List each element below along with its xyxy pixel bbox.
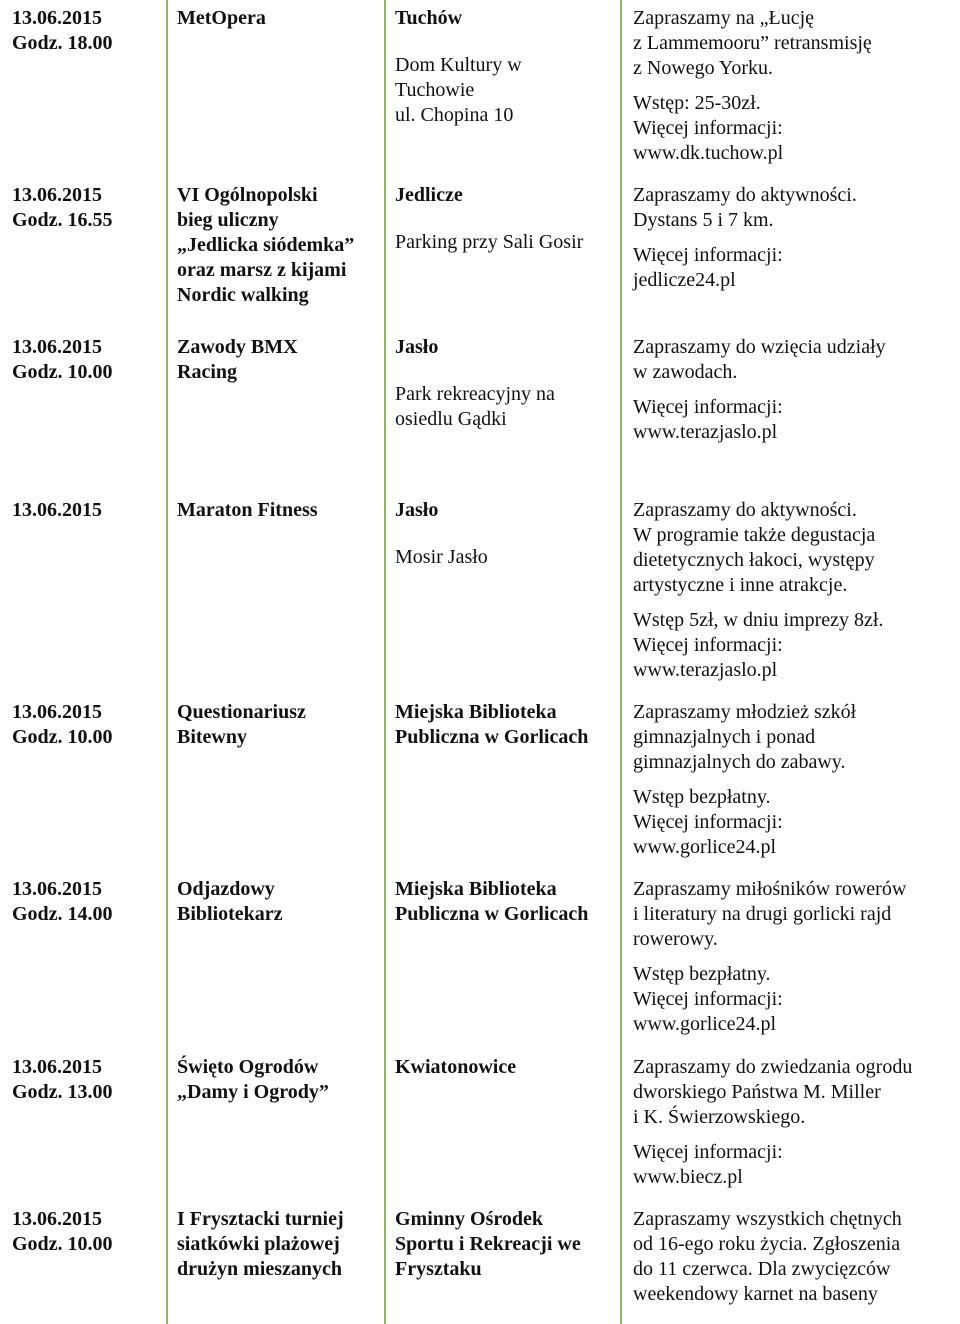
event-date-line: Godz. 14.00 bbox=[12, 903, 113, 925]
event-place-title-line: Publiczna w Gorlicach bbox=[395, 903, 589, 925]
event-name-line: I Frysztacki turniej bbox=[177, 1208, 344, 1230]
event-date bbox=[12, 700, 113, 750]
event-description-line: Zapraszamy do zwiedzania ogrodu bbox=[633, 1056, 913, 1078]
event-description-line: www.gorlice24.pl bbox=[633, 1013, 777, 1035]
event-description bbox=[633, 6, 872, 166]
event-name-line: Święto Ogrodów bbox=[177, 1056, 319, 1078]
event-description-line: od 16-ego roku życia. Zgłoszenia bbox=[633, 1233, 901, 1255]
event-place bbox=[395, 700, 588, 750]
event-date-line: Godz. 16.55 bbox=[12, 209, 113, 231]
event-name-line: Racing bbox=[177, 361, 237, 383]
event-description-line: www.gorlice24.pl bbox=[633, 836, 777, 858]
event-name-line: Questionariusz bbox=[177, 701, 306, 723]
spacer bbox=[633, 385, 886, 395]
event-description-line: Zapraszamy do wzięcia udziały bbox=[633, 336, 886, 358]
event-description-line: Zapraszamy wszystkich chętnych bbox=[633, 1208, 902, 1230]
event-place-title bbox=[395, 700, 588, 750]
event-description bbox=[633, 183, 857, 293]
event-description-line: rowerowy. bbox=[633, 928, 718, 950]
event-description-line: Zapraszamy do aktywności. bbox=[633, 184, 857, 206]
event-place-detail-line: Tuchowie bbox=[395, 79, 475, 101]
event-description-line: jedlicze24.pl bbox=[633, 269, 736, 291]
event-description-line: dworskiego Państwa M. Miller bbox=[633, 1081, 881, 1103]
event-description-line: z Lammemooru” retransmisję bbox=[633, 32, 872, 54]
event-place-detail-line: osiedlu Gądki bbox=[395, 408, 507, 430]
event-name bbox=[177, 877, 283, 927]
event-name bbox=[177, 1055, 329, 1105]
event-date-line: Godz. 10.00 bbox=[12, 726, 113, 748]
event-place-title-line: Kwiatonowice bbox=[395, 1056, 517, 1078]
event-description-line: Więcej informacji: bbox=[633, 1141, 783, 1163]
event-description bbox=[633, 877, 906, 1037]
event-name bbox=[177, 498, 318, 523]
event-name bbox=[177, 6, 266, 31]
event-date bbox=[12, 877, 113, 927]
event-description-line: gimnazjalnych i ponad bbox=[633, 726, 816, 748]
event-description-line: Zapraszamy młodzież szkół bbox=[633, 701, 857, 723]
spacer bbox=[395, 360, 555, 382]
event-description-line: Dystans 5 i 7 km. bbox=[633, 209, 774, 231]
event-description-line: www.biecz.pl bbox=[633, 1166, 743, 1188]
event-name bbox=[177, 700, 306, 750]
event-name-line: MetOpera bbox=[177, 7, 266, 29]
spacer bbox=[395, 523, 488, 545]
event-place-title-line: Jedlicze bbox=[395, 184, 463, 206]
event-name-line: Maraton Fitness bbox=[177, 499, 318, 521]
event-date bbox=[12, 1055, 113, 1105]
event-description-line: gimnazjalnych do zabawy. bbox=[633, 751, 846, 773]
event-place-title bbox=[395, 498, 488, 523]
event-description-line: Więcej informacji: bbox=[633, 634, 783, 656]
event-date-line: Godz. 18.00 bbox=[12, 32, 113, 54]
event-date-line: Godz. 10.00 bbox=[12, 1233, 113, 1255]
event-description-line: Zapraszamy na „Łucję bbox=[633, 7, 815, 29]
event-name bbox=[177, 1207, 344, 1282]
spacer bbox=[633, 775, 856, 785]
event-place-title bbox=[395, 1207, 581, 1282]
event-description-line: i literatury na drugi gorlicki rajd bbox=[633, 903, 892, 925]
event-date bbox=[12, 6, 113, 56]
event-place-title bbox=[395, 183, 583, 208]
event-description-line: Więcej informacji: bbox=[633, 117, 783, 139]
event-place-detail-line: Parking przy Sali Gosir bbox=[395, 231, 584, 253]
event-date-line: 13.06.2015 bbox=[12, 878, 102, 900]
event-date-line: 13.06.2015 bbox=[12, 336, 102, 358]
event-description-line: www.terazjaslo.pl bbox=[633, 659, 778, 681]
column-divider-2 bbox=[384, 0, 386, 1324]
event-place-title-line: Jasło bbox=[395, 499, 439, 521]
event-description-line: do 11 czerwca. Dla zwycięzców bbox=[633, 1258, 891, 1280]
event-description-line: Wstęp bezpłatny. bbox=[633, 786, 771, 808]
event-description bbox=[633, 1207, 902, 1307]
event-name-line: „Jedlicka siódemka” bbox=[177, 234, 355, 256]
event-date bbox=[12, 183, 113, 233]
event-date bbox=[12, 498, 102, 523]
event-name-line: VI Ogólnopolski bbox=[177, 184, 318, 206]
event-place bbox=[395, 1207, 581, 1282]
event-description-line: Więcej informacji: bbox=[633, 396, 783, 418]
event-place bbox=[395, 877, 588, 927]
spacer bbox=[633, 1130, 912, 1140]
event-name-line: bieg uliczny bbox=[177, 209, 279, 231]
event-description-line: w zawodach. bbox=[633, 361, 738, 383]
spacer bbox=[395, 208, 583, 230]
event-date-line: 13.06.2015 bbox=[12, 1208, 102, 1230]
event-place-title-line: Sportu i Rekreacji we bbox=[395, 1233, 581, 1255]
event-description-line: weekendowy karnet na baseny bbox=[633, 1283, 878, 1305]
event-name-line: siatkówki plażowej bbox=[177, 1233, 340, 1255]
event-place-title bbox=[395, 6, 522, 31]
event-description-line: www.dk.tuchow.pl bbox=[633, 142, 784, 164]
spacer bbox=[633, 598, 884, 608]
event-date-line: 13.06.2015 bbox=[12, 184, 102, 206]
event-description-line: Zapraszamy miłośników rowerów bbox=[633, 878, 907, 900]
event-date-line: 13.06.2015 bbox=[12, 499, 102, 521]
event-place bbox=[395, 183, 583, 255]
event-place bbox=[395, 335, 555, 432]
event-description-line: Wstęp: 25-30zł. bbox=[633, 92, 761, 114]
event-place-detail-line: Dom Kultury w bbox=[395, 54, 522, 76]
event-description-line: W programie także degustacja bbox=[633, 524, 876, 546]
event-place-title-line: Publiczna w Gorlicach bbox=[395, 726, 589, 748]
event-date-line: 13.06.2015 bbox=[12, 701, 102, 723]
event-name-line: oraz marsz z kijami bbox=[177, 259, 347, 281]
event-date-line: Godz. 13.00 bbox=[12, 1081, 113, 1103]
event-name bbox=[177, 335, 298, 385]
event-description-line: artystyczne i inne atrakcje. bbox=[633, 574, 848, 596]
event-description-line: Zapraszamy do aktywności. bbox=[633, 499, 857, 521]
event-place-title-line: Miejska Biblioteka bbox=[395, 701, 557, 723]
event-description-line: Więcej informacji: bbox=[633, 244, 783, 266]
event-place-detail-line: ul. Chopina 10 bbox=[395, 104, 514, 126]
spacer bbox=[633, 81, 872, 91]
event-place-detail bbox=[395, 545, 488, 570]
event-place-title-line: Jasło bbox=[395, 336, 439, 358]
event-name-line: Bibliotekarz bbox=[177, 903, 283, 925]
event-description-line: www.terazjaslo.pl bbox=[633, 421, 778, 443]
event-place-title-line: Miejska Biblioteka bbox=[395, 878, 557, 900]
event-place-detail bbox=[395, 53, 522, 128]
event-description-line: i K. Świerzowskiego. bbox=[633, 1106, 806, 1128]
event-place-title bbox=[395, 335, 555, 360]
spacer bbox=[633, 233, 857, 243]
event-place bbox=[395, 6, 522, 128]
event-description-line: z Nowego Yorku. bbox=[633, 57, 773, 79]
event-description-line: Więcej informacji: bbox=[633, 811, 783, 833]
event-description bbox=[633, 498, 884, 683]
event-place-detail bbox=[395, 382, 555, 432]
event-place-detail-line: Mosir Jasło bbox=[395, 546, 488, 568]
event-name-line: Zawody BMX bbox=[177, 336, 298, 358]
event-name-line: „Damy i Ogrody” bbox=[177, 1081, 329, 1103]
event-description-line: Więcej informacji: bbox=[633, 988, 783, 1010]
event-place bbox=[395, 1055, 516, 1080]
event-date-line: Godz. 10.00 bbox=[12, 361, 113, 383]
event-place-title-line: Frysztaku bbox=[395, 1258, 482, 1280]
event-description-line: Wstęp bezpłatny. bbox=[633, 963, 771, 985]
event-description bbox=[633, 335, 886, 445]
event-place-title-line: Tuchów bbox=[395, 7, 463, 29]
event-place bbox=[395, 498, 488, 570]
event-description-line: dietetycznych łakoci, występy bbox=[633, 549, 875, 571]
event-name-line: Nordic walking bbox=[177, 284, 309, 306]
event-place-title bbox=[395, 877, 588, 927]
column-divider-1 bbox=[166, 0, 168, 1324]
event-description-line: Wstęp 5zł, w dniu imprezy 8zł. bbox=[633, 609, 884, 631]
event-name-line: Bitewny bbox=[177, 726, 247, 748]
event-description bbox=[633, 1055, 912, 1190]
event-date bbox=[12, 335, 113, 385]
spacer bbox=[633, 952, 906, 962]
event-date bbox=[12, 1207, 113, 1257]
event-date-line: 13.06.2015 bbox=[12, 7, 102, 29]
column-divider-3 bbox=[620, 0, 622, 1324]
event-place-title-line: Gminny Ośrodek bbox=[395, 1208, 543, 1230]
event-name-line: Odjazdowy bbox=[177, 878, 275, 900]
event-name bbox=[177, 183, 354, 308]
event-date-line: 13.06.2015 bbox=[12, 1056, 102, 1078]
event-place-title bbox=[395, 1055, 516, 1080]
event-place-detail-line: Park rekreacyjny na bbox=[395, 383, 555, 405]
event-description bbox=[633, 700, 856, 860]
event-name-line: drużyn mieszanych bbox=[177, 1258, 342, 1280]
spacer bbox=[395, 31, 522, 53]
event-place-detail bbox=[395, 230, 583, 255]
